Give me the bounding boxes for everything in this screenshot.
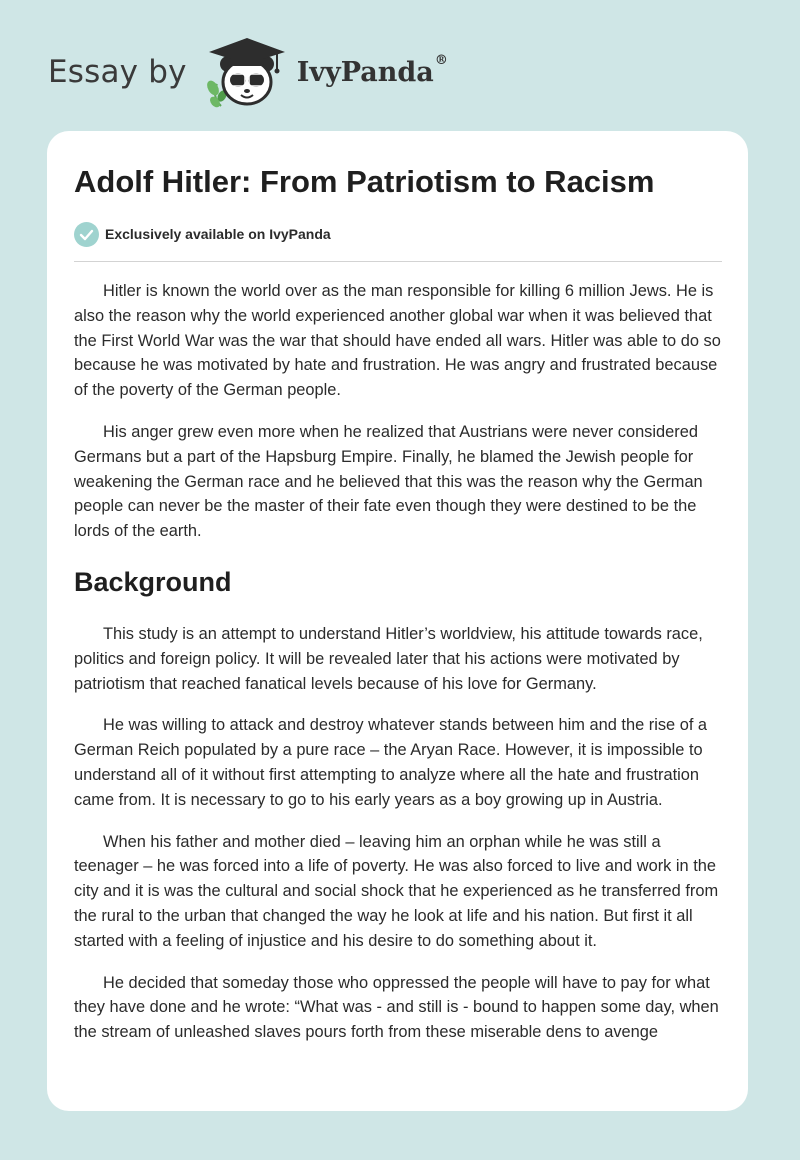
exclusive-badge-label: Exclusively available on IvyPanda xyxy=(105,226,331,242)
brand-name-text: IvyPanda xyxy=(296,56,434,88)
brand-name xyxy=(296,52,448,88)
paragraph: He was willing to attack and destroy whatever stands between him and the rise of a German Reich populated by a pure race – the Aryan Race. However, it is impossible to understand all of it without first attempting to analyze where all the hate and frustration came from. It is necessary to go to his early years as a boy growing up in Austria. xyxy=(74,716,708,809)
paragraph: This study is an attempt to understand Hitler’s worldview, his attitude towards race, politics and foreign policy. It will be revealed later that his actions were motivated by patriotism that reached fanatical levels because of his love for Germany. xyxy=(74,624,703,693)
essay-title: Adolf Hitler: From Patriotism to Racism xyxy=(74,164,655,199)
check-circle-icon xyxy=(74,222,99,247)
paragraph: He decided that someday those who oppressed the people will have to pay for what they have done and he wrote: “What was - and still is - bound to happen some day, when the stream of unleashed slaves pours forth from these miserable dens to avenge xyxy=(74,973,719,1042)
site-header xyxy=(48,34,448,110)
registered-mark: ® xyxy=(434,52,448,68)
title-divider xyxy=(74,261,722,262)
section-heading-background: Background xyxy=(74,566,232,597)
essay-card xyxy=(47,131,748,1111)
paragraph: When his father and mother died – leaving him an orphan while he was still a teenager – he was forced into a life of poverty. He was also forced to live and work in the city and it is was the cultural and social shock that he experienced as he transferred from the rural to the urban that changed the way he look at life and his nation. But first it all started with a feeling of injustice and his desire to do something about it. xyxy=(74,832,719,950)
paragraph: Hitler is known the world over as the man responsible for killing 6 million Jews. He is also the reason why the world experienced another global war when it was believed that the First World War was the war that should have ended all wars. Hitler was able to do so because he was motivated by hate and frustration. He was angry and frustrated because of the poverty of the German people. xyxy=(74,282,721,400)
essay-by-label: Essay by xyxy=(48,54,187,90)
essay-content xyxy=(74,159,722,1045)
paragraph: His anger grew even more when he realized that Austrians were never considered Germans but a part of the Hapsburg Empire. Finally, he blamed the Jewish people for weakening the German race and he believed that this was the reason why the German people can never be the master of their fate even though they were destined to be the lords of the earth. xyxy=(74,422,703,541)
panda-logo-icon xyxy=(203,34,291,110)
exclusive-badge xyxy=(74,221,722,247)
